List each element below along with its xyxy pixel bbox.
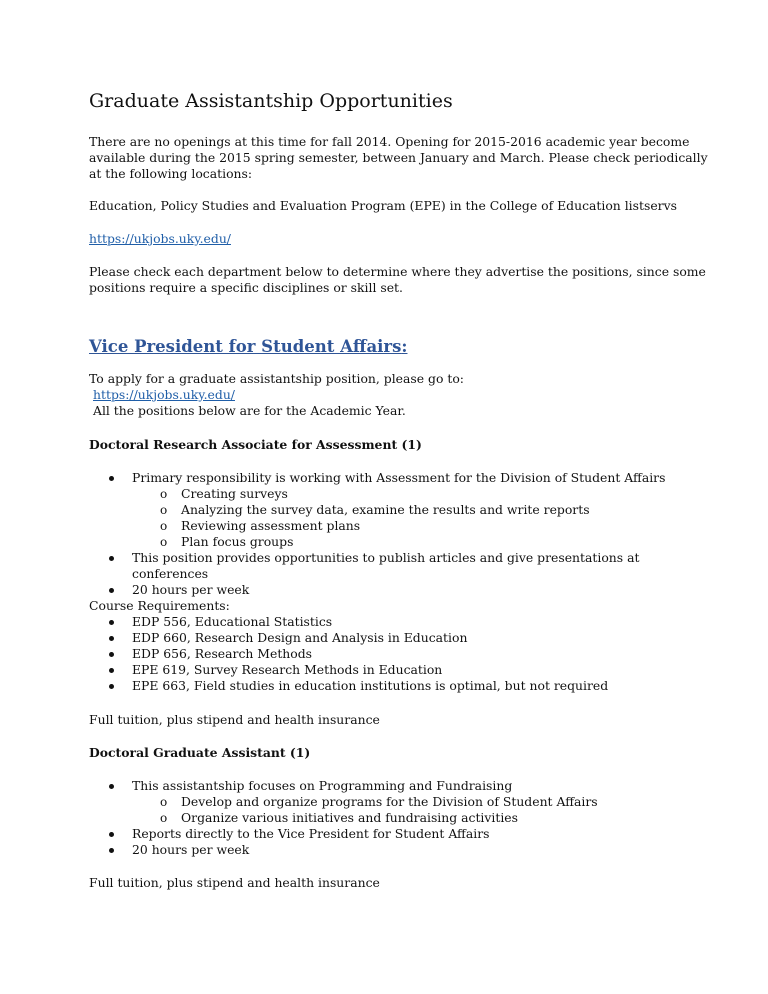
course-requirements-label: Course Requirements: — [89, 598, 230, 613]
page-title: Graduate Assistantship Opportunities — [89, 90, 453, 112]
list-item-text: This assistantship focuses on Programming and Fundraising — [132, 778, 513, 793]
list-item: This position provides opportunities to publish articles and give presentations at conferences — [89, 550, 709, 582]
intro-paragraph: There are no openings at this time for fall 2014. Opening for 2015-2016 academic year become available during the 2015 spring semester, between January and March. Please check periodically at the following locations: — [89, 134, 708, 181]
list-item: EDP 656, Research Methods — [89, 646, 709, 662]
list-item: o Organize various initiatives and fundraising activities — [132, 810, 709, 826]
list-item — [89, 470, 709, 550]
list-item: EPE 663, Field studies in education institutions is optimal, but not required — [89, 678, 709, 694]
list-item: EDP 556, Educational Statistics — [89, 614, 709, 630]
list-item: o Plan focus groups — [132, 534, 709, 550]
list-item: o Develop and organize programs for the Division of Student Affairs — [132, 794, 709, 810]
epe-listserv-line: Education, Policy Studies and Evaluation Program (EPE) in the College of Education listservs — [89, 198, 677, 213]
section-heading — [89, 336, 407, 358]
academic-year-note: All the positions below are for the Academic Year. — [93, 403, 406, 418]
list-item: EPE 619, Survey Research Methods in Education — [89, 662, 709, 678]
department-check-paragraph: Please check each department below to determine where they advertise the positions, since some positions require a specific disciplines or skill set. — [89, 264, 706, 295]
list-item: 20 hours per week — [89, 582, 709, 598]
benefits-line-2: Full tuition, plus stipend and health insurance — [89, 875, 380, 890]
apply-instruction: To apply for a graduate assistantship position, please go to: — [89, 371, 464, 386]
list-item — [89, 778, 709, 826]
list-item: Reports directly to the Vice President for Student Affairs — [89, 826, 709, 842]
course-list — [89, 614, 709, 694]
responsibility-list-2 — [89, 778, 709, 858]
list-item: 20 hours per week — [89, 842, 709, 858]
list-item: o Analyzing the survey data, examine the results and write reports — [132, 502, 709, 518]
list-item: o Reviewing assessment plans — [132, 518, 709, 534]
list-item: EDP 660, Research Design and Analysis in Education — [89, 630, 709, 646]
list-item-text: Primary responsibility is working with Assessment for the Division of Student Affairs — [132, 470, 666, 485]
sub-list — [132, 794, 709, 826]
sub-list — [132, 486, 709, 550]
list-item: o Creating surveys — [132, 486, 709, 502]
benefits-line: Full tuition, plus stipend and health insurance — [89, 712, 380, 727]
position-title: Doctoral Research Associate for Assessment (1) — [89, 437, 422, 452]
ukjobs-link[interactable]: https://ukjobs.uky.edu/ — [89, 231, 231, 246]
section-heading-colon: : — [401, 337, 408, 356]
section-heading-text: Vice President for Student Affairs — [89, 337, 402, 356]
ukjobs-link-2[interactable]: https://ukjobs.uky.edu/ — [93, 387, 235, 402]
responsibility-list — [89, 470, 709, 598]
position-title-2: Doctoral Graduate Assistant (1) — [89, 745, 311, 760]
